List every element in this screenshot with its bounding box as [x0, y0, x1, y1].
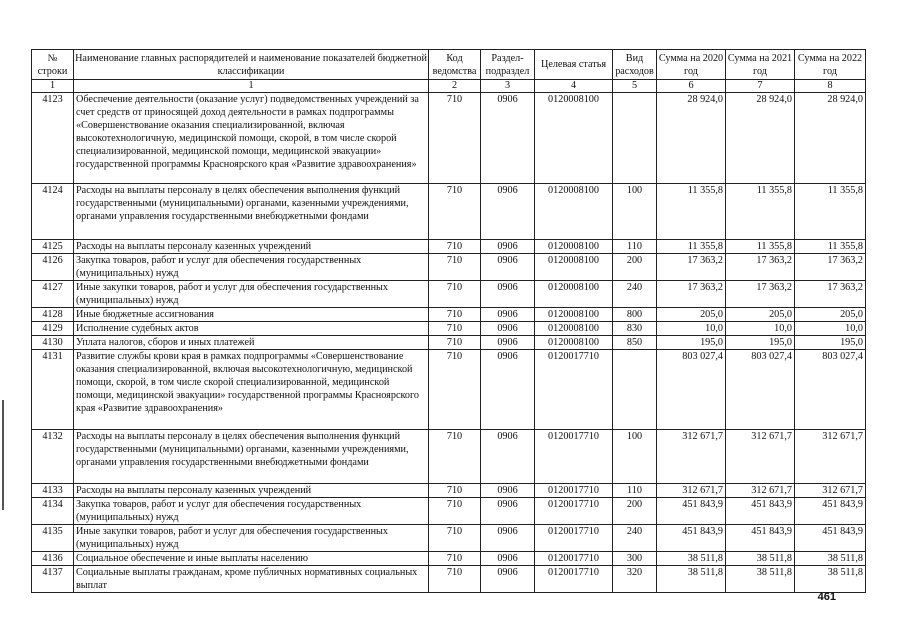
header-sum-2022: Сумма на 2022 год	[795, 50, 866, 80]
row-target-article: 0120017710	[535, 552, 613, 566]
row-sum-2020: 38 511,8	[657, 566, 726, 593]
column-number: 8	[795, 80, 866, 93]
row-expense-type: 110	[613, 484, 657, 498]
row-section: 0906	[481, 350, 535, 430]
column-number: 3	[481, 80, 535, 93]
row-expense-type: 110	[613, 240, 657, 254]
row-number: 4129	[32, 322, 74, 336]
column-number: 1	[74, 80, 429, 93]
table-body	[32, 93, 866, 593]
row-sum-2020: 11 355,8	[657, 184, 726, 240]
table-row	[32, 336, 866, 350]
row-dept-code: 710	[429, 552, 481, 566]
row-expense-type: 300	[613, 552, 657, 566]
row-sum-2020: 10,0	[657, 322, 726, 336]
row-dept-code: 710	[429, 281, 481, 308]
row-sum-2022: 312 671,7	[795, 430, 866, 484]
page-number: 461	[817, 591, 836, 603]
row-section: 0906	[481, 254, 535, 281]
table-row	[32, 350, 866, 430]
row-sum-2020: 451 843,9	[657, 525, 726, 552]
row-sum-2022: 11 355,8	[795, 240, 866, 254]
column-number: 1	[32, 80, 74, 93]
row-number: 4126	[32, 254, 74, 281]
row-sum-2022: 38 511,8	[795, 566, 866, 593]
row-target-article: 0120008100	[535, 184, 613, 240]
table-row	[32, 322, 866, 336]
row-number: 4123	[32, 93, 74, 184]
row-sum-2021: 451 843,9	[726, 498, 795, 525]
row-expense-type: 800	[613, 308, 657, 322]
table-row	[32, 254, 866, 281]
row-name: Социальные выплаты гражданам, кроме публичных нормативных социальных выплат	[74, 566, 429, 593]
row-sum-2022: 205,0	[795, 308, 866, 322]
table-row	[32, 566, 866, 593]
header-sum-2021: Сумма на 2021 год	[726, 50, 795, 80]
row-name: Расходы на выплаты персоналу в целях обеспечения выполнения функций государственными (муниципальными) органами, казенными учреждениями, органами управления государственными внебюджетными фондами	[74, 184, 429, 240]
row-target-article: 0120008100	[535, 308, 613, 322]
row-dept-code: 710	[429, 240, 481, 254]
row-sum-2021: 312 671,7	[726, 430, 795, 484]
row-target-article: 0120017710	[535, 430, 613, 484]
row-sum-2022: 451 843,9	[795, 525, 866, 552]
row-section: 0906	[481, 552, 535, 566]
row-sum-2020: 451 843,9	[657, 498, 726, 525]
row-sum-2021: 11 355,8	[726, 184, 795, 240]
row-expense-type: 240	[613, 525, 657, 552]
row-number: 4128	[32, 308, 74, 322]
header-section: Раздел- подраздел	[481, 50, 535, 80]
row-target-article: 0120008100	[535, 281, 613, 308]
row-sum-2020: 11 355,8	[657, 240, 726, 254]
row-sum-2021: 803 027,4	[726, 350, 795, 430]
row-section: 0906	[481, 525, 535, 552]
row-expense-type	[613, 93, 657, 184]
row-target-article: 0120008100	[535, 322, 613, 336]
row-sum-2020: 205,0	[657, 308, 726, 322]
row-name: Расходы на выплаты персоналу казенных учреждений	[74, 240, 429, 254]
row-number: 4125	[32, 240, 74, 254]
header-name: Наименование главных распорядителей и наименование показателей бюджетной классификации	[74, 50, 429, 80]
row-expense-type	[613, 350, 657, 430]
row-name: Иные закупки товаров, работ и услуг для обеспечения государственных (муниципальных) нужд	[74, 525, 429, 552]
row-sum-2021: 205,0	[726, 308, 795, 322]
row-section: 0906	[481, 93, 535, 184]
table-row	[32, 552, 866, 566]
row-sum-2021: 17 363,2	[726, 281, 795, 308]
row-name: Исполнение судебных актов	[74, 322, 429, 336]
row-number: 4134	[32, 498, 74, 525]
row-sum-2020: 17 363,2	[657, 281, 726, 308]
row-number: 4132	[32, 430, 74, 484]
row-dept-code: 710	[429, 484, 481, 498]
row-sum-2020: 312 671,7	[657, 430, 726, 484]
row-sum-2020: 17 363,2	[657, 254, 726, 281]
row-target-article: 0120008100	[535, 240, 613, 254]
column-numbering-row	[32, 80, 866, 93]
row-number: 4135	[32, 525, 74, 552]
row-sum-2022: 803 027,4	[795, 350, 866, 430]
table-row	[32, 430, 866, 484]
row-number: 4136	[32, 552, 74, 566]
table-row	[32, 184, 866, 240]
row-sum-2022: 28 924,0	[795, 93, 866, 184]
table-row	[32, 240, 866, 254]
column-number: 5	[613, 80, 657, 93]
row-section: 0906	[481, 484, 535, 498]
header-target-article: Целевая статья	[535, 50, 613, 80]
row-section: 0906	[481, 322, 535, 336]
row-name: Закупка товаров, работ и услуг для обеспечения государственных (муниципальных) нужд	[74, 498, 429, 525]
row-number: 4137	[32, 566, 74, 593]
row-section: 0906	[481, 184, 535, 240]
row-section: 0906	[481, 308, 535, 322]
row-dept-code: 710	[429, 322, 481, 336]
header-dept-code: Код ведомства	[429, 50, 481, 80]
row-name: Расходы на выплаты персоналу в целях обеспечения выполнения функций государственными (муниципальными) органами, казенными учреждениями, органами управления государственными внебюджетными фондами	[74, 430, 429, 484]
header-sum-2020: Сумма на 2020 год	[657, 50, 726, 80]
table-row	[32, 498, 866, 525]
row-name: Развитие службы крови края в рамках подпрограммы «Совершенствование оказания специализированной, включая высокотехнологичную, медицинской помощи, скорой, в том числе скорой специализированной, медицинской помощи, медицинской эвакуации» государственной программы Красноярского края «Развитие здравоохранения»	[74, 350, 429, 430]
row-expense-type: 200	[613, 254, 657, 281]
row-sum-2022: 10,0	[795, 322, 866, 336]
column-number: 4	[535, 80, 613, 93]
row-number: 4127	[32, 281, 74, 308]
row-section: 0906	[481, 336, 535, 350]
row-dept-code: 710	[429, 350, 481, 430]
row-sum-2020: 195,0	[657, 336, 726, 350]
row-sum-2022: 451 843,9	[795, 498, 866, 525]
row-dept-code: 710	[429, 430, 481, 484]
row-sum-2021: 10,0	[726, 322, 795, 336]
row-target-article: 0120017710	[535, 498, 613, 525]
row-sum-2022: 11 355,8	[795, 184, 866, 240]
row-dept-code: 710	[429, 184, 481, 240]
row-expense-type: 200	[613, 498, 657, 525]
row-name: Расходы на выплаты персоналу казенных учреждений	[74, 484, 429, 498]
row-expense-type: 100	[613, 430, 657, 484]
table-row	[32, 308, 866, 322]
row-name: Закупка товаров, работ и услуг для обеспечения государственных (муниципальных) нужд	[74, 254, 429, 281]
row-number: 4124	[32, 184, 74, 240]
row-dept-code: 710	[429, 254, 481, 281]
table-header	[32, 50, 866, 93]
row-sum-2021: 38 511,8	[726, 566, 795, 593]
page-edge-mark	[2, 400, 4, 510]
row-sum-2021: 38 511,8	[726, 552, 795, 566]
column-number: 6	[657, 80, 726, 93]
row-sum-2022: 312 671,7	[795, 484, 866, 498]
row-target-article: 0120017710	[535, 566, 613, 593]
row-sum-2021: 17 363,2	[726, 254, 795, 281]
row-name: Обеспечение деятельности (оказание услуг) подведомственных учреждений за счет средств от приносящей доход деятельности в рамках подпрограммы «Совершенствование оказания специализированной, включая высокотехнологичную, медицинской помощи, скорой, в том числе скорой специализированной, медицинской помощи, медицинской эвакуации» государственной программы Красноярского края «Развитие здравоохранения»	[74, 93, 429, 184]
row-target-article: 0120008100	[535, 336, 613, 350]
header-row-number: № строки	[32, 50, 74, 80]
row-sum-2020: 28 924,0	[657, 93, 726, 184]
row-number: 4131	[32, 350, 74, 430]
table-row	[32, 281, 866, 308]
row-sum-2020: 312 671,7	[657, 484, 726, 498]
row-sum-2021: 312 671,7	[726, 484, 795, 498]
row-dept-code: 710	[429, 336, 481, 350]
row-name: Уплата налогов, сборов и иных платежей	[74, 336, 429, 350]
budget-table	[31, 49, 866, 593]
row-dept-code: 710	[429, 308, 481, 322]
row-name: Иные бюджетные ассигнования	[74, 308, 429, 322]
row-name: Иные закупки товаров, работ и услуг для обеспечения государственных (муниципальных) нужд	[74, 281, 429, 308]
row-dept-code: 710	[429, 525, 481, 552]
row-sum-2021: 11 355,8	[726, 240, 795, 254]
row-dept-code: 710	[429, 93, 481, 184]
row-sum-2022: 17 363,2	[795, 254, 866, 281]
row-expense-type: 100	[613, 184, 657, 240]
row-number: 4130	[32, 336, 74, 350]
row-name: Социальное обеспечение и иные выплаты населению	[74, 552, 429, 566]
row-target-article: 0120017710	[535, 525, 613, 552]
row-expense-type: 850	[613, 336, 657, 350]
column-number: 2	[429, 80, 481, 93]
row-dept-code: 710	[429, 498, 481, 525]
row-number: 4133	[32, 484, 74, 498]
row-section: 0906	[481, 281, 535, 308]
header-row	[32, 50, 866, 80]
row-target-article: 0120008100	[535, 254, 613, 281]
row-section: 0906	[481, 498, 535, 525]
row-sum-2021: 195,0	[726, 336, 795, 350]
row-sum-2021: 28 924,0	[726, 93, 795, 184]
row-sum-2021: 451 843,9	[726, 525, 795, 552]
row-sum-2022: 17 363,2	[795, 281, 866, 308]
row-sum-2020: 803 027,4	[657, 350, 726, 430]
row-sum-2022: 195,0	[795, 336, 866, 350]
row-sum-2020: 38 511,8	[657, 552, 726, 566]
row-target-article: 0120008100	[535, 93, 613, 184]
row-target-article: 0120017710	[535, 484, 613, 498]
row-expense-type: 240	[613, 281, 657, 308]
table-row	[32, 525, 866, 552]
row-sum-2022: 38 511,8	[795, 552, 866, 566]
table-row	[32, 484, 866, 498]
row-section: 0906	[481, 566, 535, 593]
row-dept-code: 710	[429, 566, 481, 593]
table-row	[32, 93, 866, 184]
row-expense-type: 830	[613, 322, 657, 336]
row-section: 0906	[481, 240, 535, 254]
row-section: 0906	[481, 430, 535, 484]
row-expense-type: 320	[613, 566, 657, 593]
header-expense-type: Вид расходов	[613, 50, 657, 80]
column-number: 7	[726, 80, 795, 93]
row-target-article: 0120017710	[535, 350, 613, 430]
